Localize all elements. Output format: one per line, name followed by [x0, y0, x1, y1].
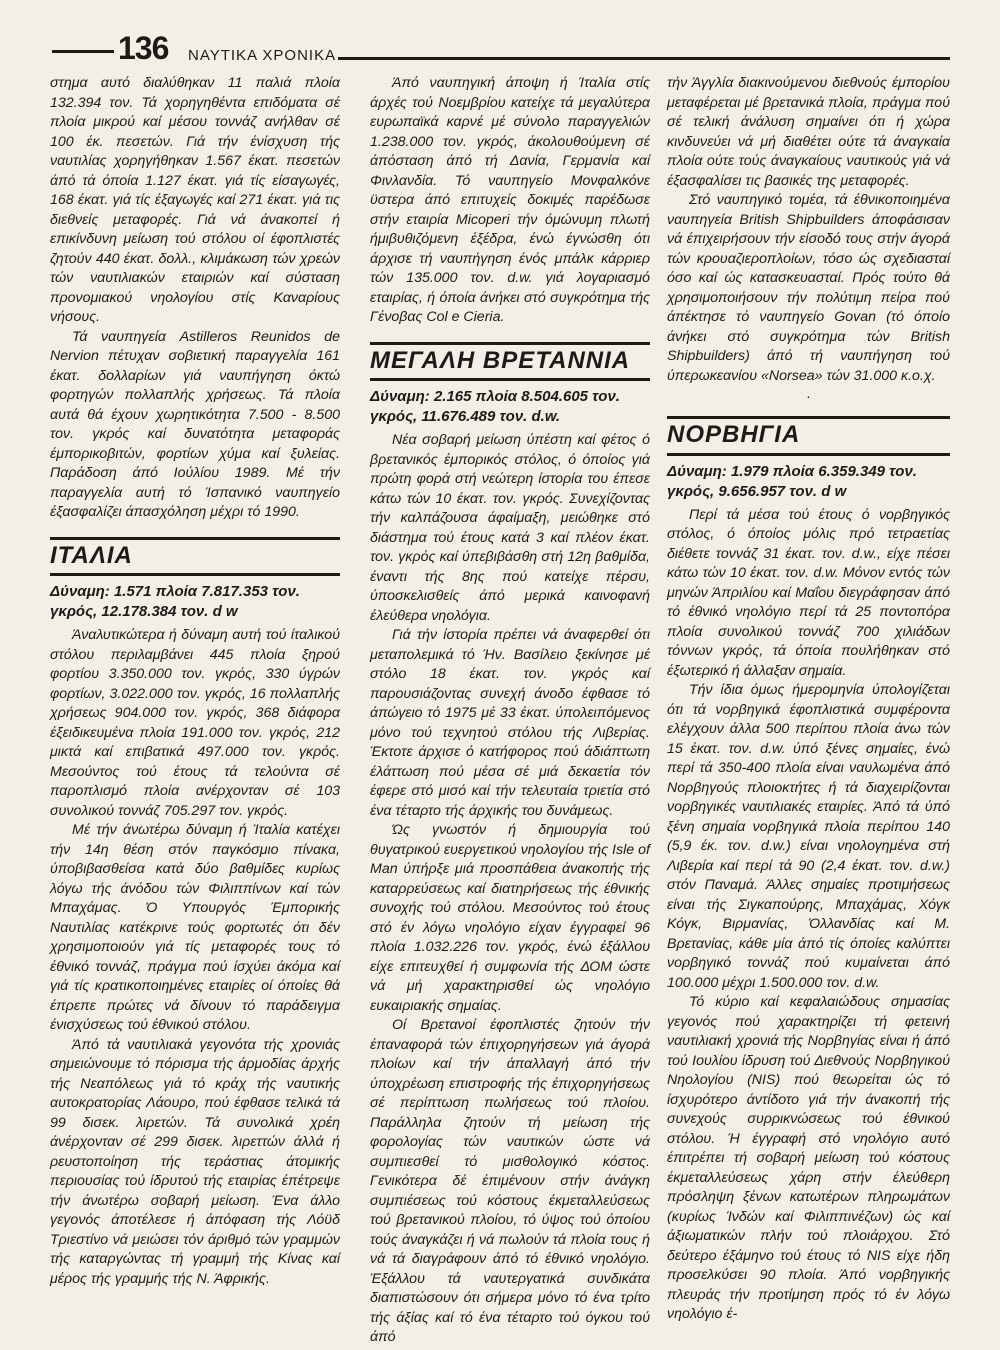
- paragraph: Στό ναυπηγικό τομέα, τά έθνικοποιημένα ναυπηγεία British Shipbuilders άποφάσισαν νά έπιχειρήσουν τήν είσοδό τους στήν άγορά τών κρουαζιεροπλοίων, τόσο ώς σχεδιασταί όσο καί ώς κατασκευασταί. Πρός τούτο θά χρησιμοποιήσουν τήν πολύτιμη πείρα πού άπέκτησε τό ναυπηγείο Govan (τό όποίο άνήκει στό συγκρότημα τών British Shipbuilders) άπό τή ναυπήγηση τού ύπερωκεανίου «Norsea» τών 31.000 κ.ο.χ.: [667, 192, 950, 384]
- column-3: [667, 74, 950, 1325]
- section-rule: [667, 416, 950, 419]
- section-rule: [370, 342, 650, 345]
- paragraph: Τό κύριο καί κεφαλαιώδους σημασίας γεγονός πού χαρακτηρίζει τή φετεινή ναυτιλιακή χρονιά τής Νορβηγίας είναι ή άπό τού Ιουλίου ίδρυση τού Διεθνούς Νορβηγικού Νηολογίου (NIS) πού θεωρείται ώς τό ίσχυρότερο άντίδοτο γιά τήν άνακοπή τής συνεχούς συρρικνώσεως τού έθνικού στόλου. Ή έγγραφή στό νηολόγιο αυτό έπιτρέπει τή σοβαρή μείωση τού κόστους έκμεταλλεύσεως χάρη στήν έλεύθερη πρόσληψη ξένων κατωτέρων πληρωμάτων (κυρίως Ίνδών καί Φιλιππινέζων) ώς καί άξιωματικών πλήν τού πλοιάρχου. Στό δεύτερο έξάμηνο τού έτους τό NIS είχε ήδη προσελκύσει 90 πλοία. Άπό νορβηγικής πλευράς τήν προτίμηση πρός τό έν λόγω νηολόγιο έ-: [667, 994, 950, 1322]
- fleet-capacity-norway: Δύναμη: 1.979 πλοία 6.359.349 τον. γκρός, 9.656.957 τον. d w: [667, 462, 917, 500]
- paragraph: Νέα σοβαρή μείωση ύπέστη καί φέτος ό βρετανικός έμπορικός στόλος, ό όποίος γιά πρώτη φορά στή νεώτερη ίστορία του έπεσε κάτω τών 10 έκατ. τον. γκρός. Συνεχίζοντας τήν καλπάζουσα άφαίμαξη, μειώθηκε στό διάστημα τού έτους κατά 3 καί πλέον έκατ. τον. γκρός καί ύπεβιβάσθη στή 12η βαθμίδα, έναντι τής 8ης πού κατείχε πέρσυ, ύποσκελισθείς άπό μερικά καινοφανή έλεύθερα νηολόγια.: [370, 432, 650, 624]
- paragraph: τήν Άγγλία διακινούμενου διεθνούς έμπορίου μεταφέρεται μέ βρετανικά πλοία, πράγμα πού σέ τελική άνάλυση σημαίνει ότι ή χώρα κινδυνεύει νά μή διαθέτει ούτε τά άναγκαία πλοία ούτε τούς άναγκαίους ναυτικούς γιά νά έξασφαλίσει τις βασικές της μεταφορές.: [667, 75, 950, 189]
- section-italy: [50, 537, 340, 1290]
- separator-dot: ·: [806, 388, 811, 404]
- header-rule-left: [52, 50, 114, 53]
- paragraph: Μέ τήν άνωτέρω δύναμη ή Ίταλία κατέχει τήν 14η θέση στόν παγκόσμιο πίνακα, ύποβιβασθείσα κατά δύο βαθμίδες κυρίως λόγω τής άνόδου τών Φιλιππίνων καί τών Μπαχάμας. Ό Υπουργός Έμπορικής Ναυτιλίας κατέκρινε τούς φορτωτές ότι δέν χρησιμοποιούν γιά τίς μεταφορές τους τό έθνικό τοννάζ, πράγμα πού ίσχύει άκόμα καί γιά τίς κρατικοποιημένες εταιρίες οί όποίες θά έπρεπε πρώτες νά δίνουν τό παράδειγμα ένισχύσεως τού έθνικού στόλου.: [50, 822, 340, 1033]
- section-title-norway: ΝΟΡΒΗΓΙΑ: [667, 421, 801, 448]
- running-title: ΝΑΥΤΙΚΑ ΧΡΟΝΙΚΑ: [188, 47, 337, 64]
- section-rule: [370, 378, 650, 381]
- fleet-capacity-italy: Δύναμη: 1.571 πλοία 7.817.353 τον. γκρός, 12.178.384 τον. d w: [50, 583, 300, 620]
- paragraph: Άπό ναυπηγική άποψη ή Ίταλία στίς άρχές τού Νοεμβρίου κατείχε τά μεγαλύτερα ευρωπαϊκά καρνέ μέ σύνολο παραγγελιών 1.238.000 τον. γκρός, άκολουθούμενη σέ άπόσταση άπό τή Δανία, Γερμανία καί Φινλανδία. Τό ναυπηγείο Μονφαλκόνε ϋστερα άπό επιτυχείς δοκιμές παρέδωσε στήν εταιρία Micoperi τήν όμώνυμη πλωτή ήμιβυθιζόμενη έξέδρα, ένώ έγνώσθη ότι άρχισε τή ναυπήγηση ένός μπάλκ κάρριερ τών 135.000 τον. d.w. γιά λογαριασμό εταιρίας, ή όποία άνήκει στό συγκρότημα τής Γένοβας Col e Cieria.: [370, 75, 650, 325]
- header-rule-right: [338, 57, 950, 60]
- section-britain: [370, 342, 650, 1348]
- section-norway: [667, 416, 950, 1325]
- paragraph: Ώς γνωστόν ή δημιουργία τού θυγατρικού ευεργετικού νηολογίου τής Isle of Man ύπήρξε μιά προσπάθεια άνακοπής τής καταρρεύσεως καί διατηρήσεως τής έθνικής συνοχής τού στόλου. Μεσούντος τού έτους στό έν λόγω νηολόγιο είχαν έγγραφεί 96 πλοία 1.032.226 τον. γκρός, ένώ έξάλλου είχε επιτευχθεί ή συμφωνία τής ΔΟΜ ώστε νά μή χαρακτηρισθεί ώς νηολόγιο ευκαιριακής σημαίας.: [370, 822, 650, 1014]
- section-title-italy: ΙΤΑΛΙΑ: [50, 541, 133, 569]
- column-1: [50, 74, 340, 1289]
- paragraph: Οί Βρετανοί έφοπλιστές ζητούν τήν έπαναφορά τών έπιχορηγήσεων γιά άγορά πλοίων καί τήν άπαλλαγή άπό τήν ύποχρέωση επιστροφής τής έπιχορηγήσεως σέ περίπτωση πωλήσεως τού πλοίου. Παράλληλα ζητούν τή μείωση τής φορολογίας τών ναυτικών ώστε νά συμπιεσθεί τό μισθολογικό κόστος. Γενικότερα δέ έπιμένουν στήν άνάγκη συμπιέσεως τού κόστους έκμεταλλεύσεως τού βρετανικού πλοίου, τό ύψος τού όποίου τούς άναγκάζει ή νά πωλούν τά πλοία τους ή νά τά διαγράφουν άπό τό έθνικό νηολόγιο. Έξάλλου τά ναυτεργατικά συνδικάτα διαπιστώσουν ότι σήμερα μόνο τό ένα τρίτο τής άξίας καί τό ένα τέταρτο τού όγκου τού άπό: [370, 1017, 650, 1345]
- section-title-britain: ΜΕΓΑΛΗ ΒΡΕΤΑΝΝΙΑ: [370, 346, 631, 374]
- column-2: [370, 74, 650, 1348]
- page-number: 136: [118, 30, 169, 66]
- paragraph: Άπό τά ναυτιλιακά γεγονότα τής χρονιάς σημειώνουμε τό πόρισμα τής άρμοδίας άρχής τής Νεαπόλεως γιά τό κράχ τής ναυτικής αυτοκρατορίας Λάουρο, πού έφθασε τελικά τά 99 δισεκ. λιρετών. Τά συνολικά χρέη άνέρχονταν σέ 299 δισεκ. λιρεττών άλλά ή ρευστοποίηση τής τεράστιας άτομικής περιουσίας τού ίδρυτού τής εταιρίας έπέτρεψε τήν άνωτέρω σοβαρή μείωση. Ένα άλλο γεγονός άποτέλεσε ή άπόφαση τής Λόϋδ Τριεστίνο νά μειώσει τόν άριθμό τών γραμμών τής καταργώντας τή γραμμή τής Κίνας καί μέρος τής γραμμής τής Ν. Άφρικής.: [50, 1036, 340, 1287]
- paragraph: Τά ναυπηγεία Astilleros Reunidos de Nervion πέτυχαν σοβιετική παραγγελία 161 έκατ. δολλαρίων γιά ναυπήγηση όκτώ φορτηγών πολλαπλής χρήσεως. Τά πλοία αυτά θά έχουν χωρητικότητα 7.500 - 8.500 τον. γκρός καί δυνατότητα μεταφοράς έμπορικοβιτών, φορτίων χύμα καί ξυλείας. Παράδοση άπό Ιούλίου 1989. Μέ τήν παραγγελία αυτή τό Ίσπανικό ναυπηγείο έξασφαλίζει άπασχόληση μέχρι τό 1990.: [50, 328, 340, 520]
- section-rule: [667, 453, 950, 456]
- section-rule: [50, 573, 340, 576]
- paragraph: Τήν ίδια όμως ήμερομηνία ύπολογίζεται ότι τά νορβηγικά έφοπλιστικά συμφέροντα ελέγχουν άλλα 500 περίπου πλοία άνω τών 15 έκατ. τον. d.w. ύπό ξένες σημαίες, ένώ περί τά 350-400 πλοία είναι ναυλωμένα άπό Νορβηγούς πλοιοκτήτες ή τά διαχειρίζονται νορβηγικές ναυτιλιακές εταιρίες. Άπό τά ύπό ξένη σημαία νορβηγικά πλοία περίπου 140 (5,9 έκ. τον. d.w.) είναι νηολογημένα στή Λιβερία καί περί τά 90 (2,4 έκατ. τον. d.w.) στόν Παναμά. Άλλες σημαίες προτιμήσεως είναι τής Σιγκαπούρης, Μπαχάμας, Χόγκ Κόγκ, Βιρμανίας, Όλλανδίας καί Μ. Βρετανίας, κάθε μία άπό τίς όποίες καλύπτει νορβηγικό τοννάζ πού κυμαίνεται άπό 100.000 μέχρι 1.500.000 τον. d.w.: [667, 682, 950, 991]
- paragraph: Περί τά μέσα τού έτους ό νορβηγικός στόλος, ό όποίος μόλις πρό τετραετίας διέθετε τοννάζ 31 έκατ. τον. d.w., είχε πέσει κάτω τών 10 έκατ. τον. d.w. Μόνον εντός τών μηνών Άπριλίου καί Μαΐου διεγράφησαν άπό τό έθνικό νηολόγιο περί τά 25 ποντοπόρα πλοία συνολικού τοννάζ 700 χιλιάδων τόννων γκρός, τά όποία πουλήθηκαν στό έξωτερικό ή άλλαξαν σημαία.: [667, 506, 950, 679]
- section-rule: [50, 537, 340, 540]
- paragraph: Γιά τήν ίστορία πρέπει νά άναφερθεί ότι μεταπολεμικά τό Ήν. Βασίλειο ξεκίνησε μέ στόλο 18 έκατ. τον. γκρός καί παρουσιάζοντας συνεχή άνοδο έφθασε τό άπώγειο τό 1975 μέ 33 έκατ. ύπολειπόμενος μόνο τού τεχνητού στόλου τής Λιβερίας. Έκτοτε άρχισε ό κατήφορος πού άδιάπτωτη έλάττωση πού μέσα σέ μιά δεκαετία τόν έφερε στό μισό καί τήν τελευταία τριετία στό ένα τέταρτο τής άρχικής του δυνάμεως.: [370, 627, 650, 819]
- paragraph: Άναλυτικώτερα ή δύναμη αυτή τού ίταλικού στόλου περιλαμβάνει 445 πλοία ξηρού φορτίου 3.350.000 τον. γκρός, 330 ύγρών φορτίων, 3.022.000 τον. γκρός, 16 πολλαπλής χρήσεως 904.000 τον. γκρός, 368 διάφορα έξειδικευμένα πλοία 191.000 τον. γκρός, 212 μικτά καί επιβατικά 497.000 τον. γκρός. Μεσούντος τού έτους τά τελούντα σέ παροπλισμό πλοία ανέρχονταν σέ 103 συνολικού τοννάζ 705.297 τον. γκρός.: [50, 627, 340, 819]
- paragraph: στημα αυτό διαλύθηκαν 11 παλιά πλοία 132.394 τον. Τά χορηγηθέντα επιδόματα σέ πλοία μικρού καί μέσου τοννάζ ανήλθαν σέ 100 έκ. πεσετών. Γιά τήν ένίσχυση τής ναυτιλίας χορηγήθηκαν 1.567 έκατ. πεσετών άπό τά όποία 1.127 έκατ. γιά τίς είσαγωγές, 168 έκατ. γιά τίς έξαγωγές καί 271 έκατ. γιά τις διεθνείς μεταφορές. Γιά νά άνακοπεί ή επικίνδυνη μείωση τού στόλου οί έφοπλιστές ζητούν 440 έκατ. δολλ., κλιμάκωση τών χρεών τών ναυτιλιακών εταιριών καί σύσταση προνομιακού νηολογίου στίς Καναρίους νήσους.: [50, 75, 340, 325]
- fleet-capacity-britain: Δύναμη: 2.165 πλοία 8.504.605 τον. γκρός, 11.676.489 τον. d.w.: [370, 388, 620, 425]
